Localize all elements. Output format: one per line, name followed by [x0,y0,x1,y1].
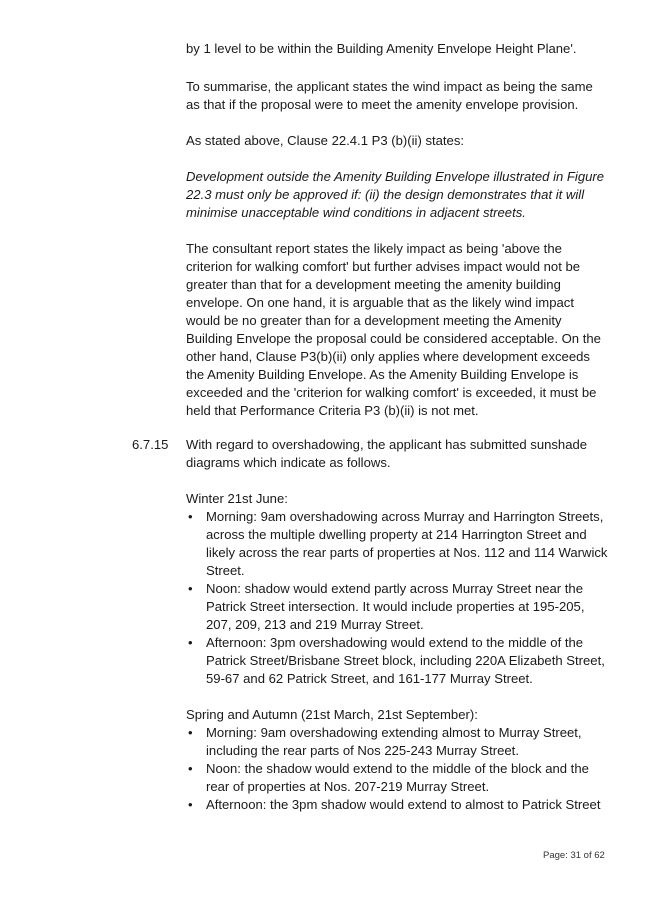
winter-list [186,508,610,688]
section-intro: With regard to overshadowing, the applicant has submitted sunshade diagrams which indicate as follows. [186,437,588,470]
winter-heading: Winter 21st June: [186,491,288,506]
spring-autumn-list [186,724,610,814]
page-number: Page: 31 of 62 [543,850,605,861]
list-item: • Morning: 9am overshadowing across Murray and Harrington Streets, across the multiple dwelling property at 214 Harrington Street and likely across the rear parts of properties at Nos. 112 and 114 Warwick Street. [186,508,610,580]
list-item: • Afternoon: the 3pm shadow would extend to almost to Patrick Street [186,796,610,814]
list-item: • Noon: shadow would extend partly across Murray Street near the Patrick Street intersection. It would include properties at 195-205, 207, 209, 213 and 219 Murray Street. [186,580,610,634]
list-item: • Afternoon: 3pm overshadowing would extend to the middle of the Patrick Street/Brisbane Street block, including 220A Elizabeth Street, 59-67 and 62 Patrick Street, and 161-177 Murray Street. [186,634,610,688]
paragraph-consultant-report: The consultant report states the likely impact as being 'above the criterion for walking comfort' but further advises impact would not be greater than that for a development meeting the amenity building envelope. On one hand, it is arguable that as the likely wind impact would be no greater than for a development meeting the Amenity Building Envelope the proposal could be considered acceptable. On the other hand, Clause P3(b)(ii) only applies where development exceeds the Amenity Building Envelope. As the Amenity Building Envelope is exceeded and the 'criterion for walking comfort' is exceeded, it must be held that Performance Criteria P3 (b)(ii) is not met. [186,241,601,418]
paragraph-summary: To summarise, the applicant states the wind impact as being the same as that if the proposal were to meet the amenity envelope provision. [186,79,593,112]
paragraph-continuation: by 1 level to be within the Building Amenity Envelope Height Plane'. [186,41,577,56]
clause-quote: Development outside the Amenity Building Envelope illustrated in Figure 22.3 must only be approved if: (ii) the design demonstrates that it will minimise unacceptable wind conditions in adjacent streets. [186,169,605,220]
section-number: 6.7.15 [132,437,169,452]
paragraph-clause-intro: As stated above, Clause 22.4.1 P3 (b)(ii) states: [186,133,465,148]
list-item: • Noon: the shadow would extend to the middle of the block and the rear of properties at Nos. 207-219 Murray Street. [186,760,610,796]
spring-autumn-heading: Spring and Autumn (21st March, 21st September): [186,707,478,722]
list-item: • Morning: 9am overshadowing extending almost to Murray Street, including the rear parts of Nos 225-243 Murray Street. [186,724,610,760]
